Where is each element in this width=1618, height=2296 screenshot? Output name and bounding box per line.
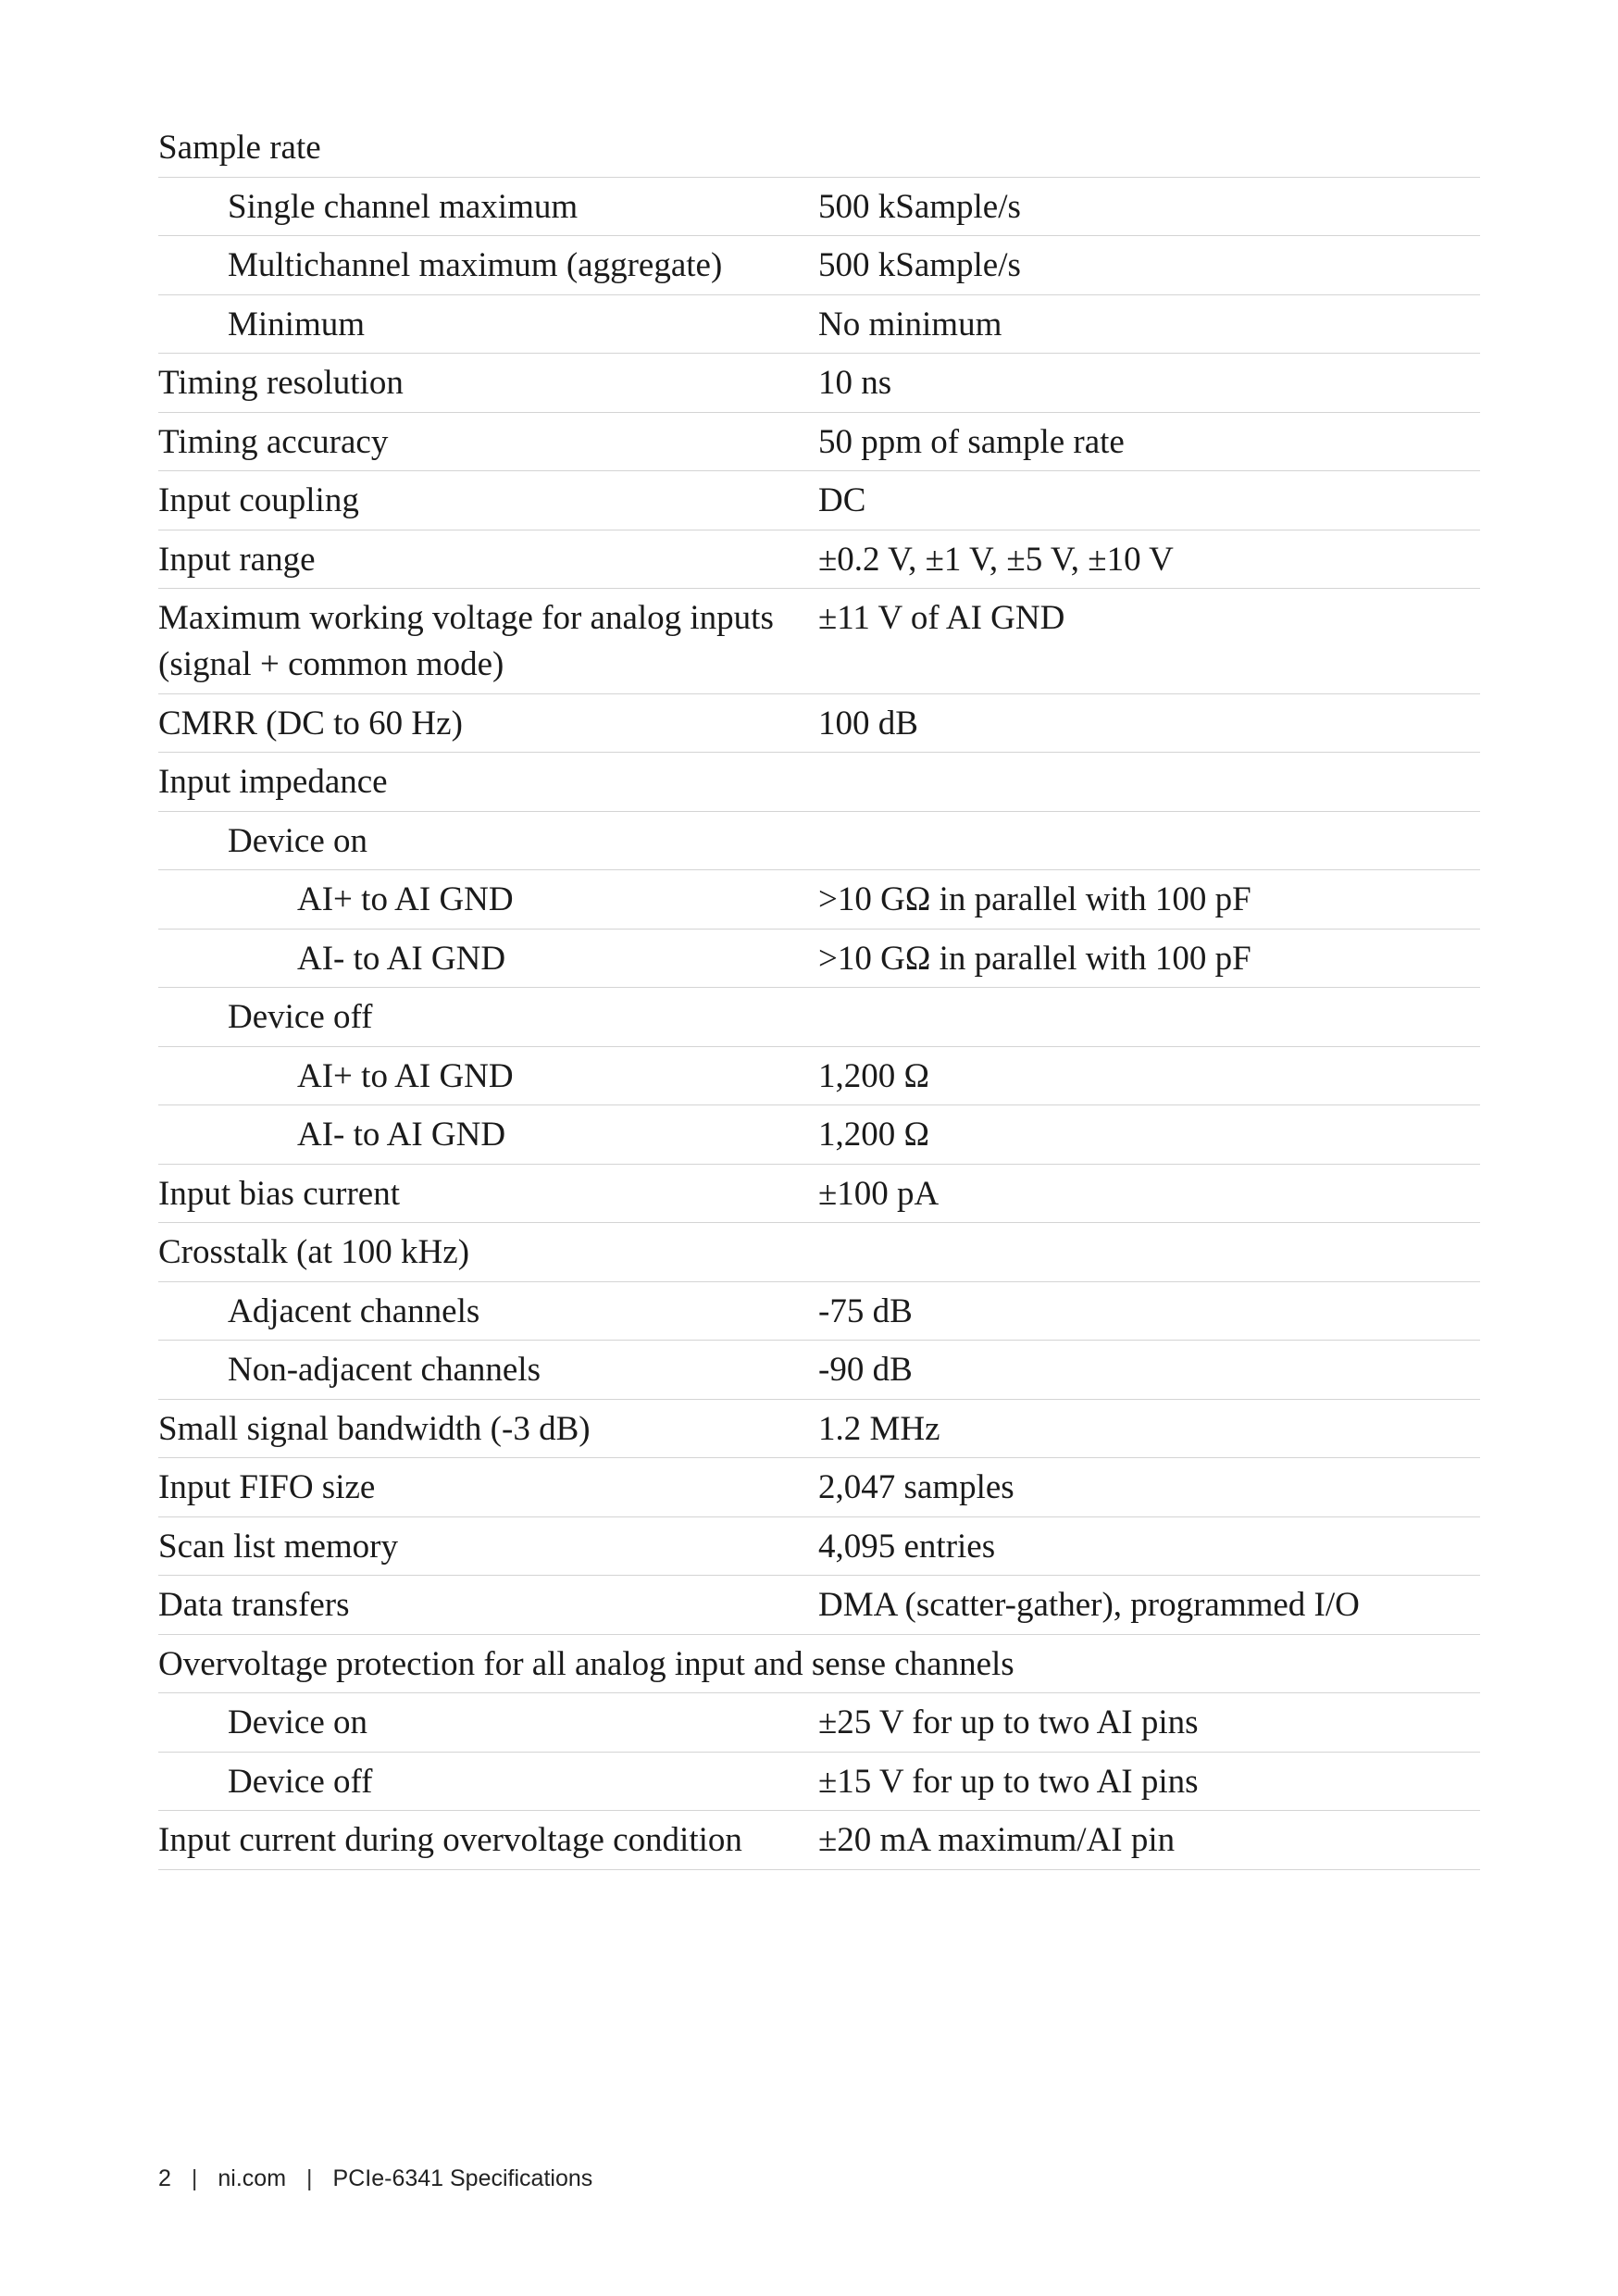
footer-separator: | [306, 2165, 313, 2191]
footer-site-link: ni.com [218, 2165, 287, 2191]
spec-label: Device on [228, 1703, 368, 1741]
spec-label: AI+ to AI GND [297, 880, 514, 918]
spec-label: Single channel maximum [228, 187, 579, 226]
spec-label: Input bias current [158, 1174, 400, 1213]
spec-row-overvoltage-device-off [158, 1753, 1480, 1812]
spec-row-device-off-ai-plus [158, 1047, 1480, 1106]
spec-row-device-on-ai-plus [158, 870, 1480, 930]
spec-row-impedance-device-on [158, 812, 1480, 871]
spec-label: Input FIFO size [158, 1468, 376, 1506]
spec-row-input-coupling [158, 471, 1480, 530]
spec-row-data-transfers [158, 1576, 1480, 1635]
spec-value: 100 dB [818, 704, 918, 742]
spec-label: Crosstalk (at 100 kHz) [158, 1233, 470, 1271]
spec-label: Input coupling [158, 481, 359, 519]
spec-row-device-on-ai-minus [158, 930, 1480, 989]
spec-row-input-range [158, 530, 1480, 590]
spec-value: 1,200 Ω [818, 1056, 929, 1095]
spec-row-scan-list-memory [158, 1517, 1480, 1577]
spec-row-small-signal-bandwidth [158, 1400, 1480, 1459]
spec-row-input-current-overvoltage [158, 1811, 1480, 1870]
spec-row-minimum [158, 295, 1480, 355]
spec-label: Timing accuracy [158, 422, 389, 461]
spec-row-maximum-working-voltage [158, 589, 1480, 694]
spec-value: 10 ns [818, 364, 892, 402]
spec-value: -90 dB [818, 1351, 913, 1389]
spec-row-multichannel-maximum [158, 236, 1480, 295]
spec-row-crosstalk [158, 1223, 1480, 1282]
page-number: 2 [158, 2165, 171, 2191]
spec-label: Scan list memory [158, 1527, 398, 1566]
spec-row-device-off-ai-minus [158, 1105, 1480, 1165]
spec-label: Overvoltage protection for all analog input and sense channels [158, 1644, 1014, 1683]
spec-label: Device off [228, 998, 373, 1036]
spec-row-single-channel-maximum [158, 178, 1480, 237]
spec-row-overvoltage-protection [158, 1635, 1480, 1694]
spec-label: AI- to AI GND [297, 1116, 506, 1154]
spec-value: >10 GΩ in parallel with 100 pF [818, 939, 1251, 978]
spec-row-input-fifo-size [158, 1458, 1480, 1517]
spec-label: Maximum working voltage for analog inputs (signal + common mode) [158, 599, 774, 683]
spec-value: 500 kSample/s [818, 187, 1021, 226]
spec-label: Input current during overvoltage condition [158, 1821, 742, 1859]
spec-label: Multichannel maximum (aggregate) [228, 246, 723, 284]
spec-label: Small signal bandwidth (-3 dB) [158, 1409, 591, 1448]
spec-label: Timing resolution [158, 364, 404, 402]
spec-value: ±25 V for up to two AI pins [818, 1703, 1199, 1741]
spec-row-timing-accuracy [158, 413, 1480, 472]
spec-label: Data transfers [158, 1586, 350, 1624]
footer-document-title: PCIe-6341 Specifications [332, 2165, 593, 2191]
spec-label: Device on [228, 821, 368, 860]
spec-row-input-impedance [158, 753, 1480, 812]
spec-row-non-adjacent-channels [158, 1341, 1480, 1400]
spec-label: Non-adjacent channels [228, 1351, 541, 1389]
spec-value: -75 dB [818, 1292, 913, 1330]
spec-row-cmrr [158, 694, 1480, 754]
spec-value: DMA (scatter-gather), programmed I/O [818, 1586, 1360, 1624]
spec-label: AI+ to AI GND [297, 1056, 514, 1095]
spec-label: Device off [228, 1762, 373, 1801]
spec-row-impedance-device-off [158, 988, 1480, 1047]
spec-row-overvoltage-device-on [158, 1693, 1480, 1753]
spec-value: ±15 V for up to two AI pins [818, 1762, 1199, 1801]
spec-value: DC [818, 481, 866, 519]
spec-value: ±100 pA [818, 1174, 940, 1213]
spec-value: 4,095 entries [818, 1527, 996, 1566]
spec-value: ±20 mA maximum/AI pin [818, 1821, 1176, 1859]
spec-value: >10 GΩ in parallel with 100 pF [818, 880, 1251, 918]
spec-value: 50 ppm of sample rate [818, 422, 1125, 461]
spec-row-input-bias-current [158, 1165, 1480, 1224]
spec-row-timing-resolution [158, 354, 1480, 413]
spec-label: Sample rate [158, 129, 321, 167]
spec-row-adjacent-channels [158, 1282, 1480, 1341]
spec-value: No minimum [818, 305, 1002, 343]
spec-label: AI- to AI GND [297, 939, 506, 978]
spec-value: 1.2 MHz [818, 1409, 940, 1448]
spec-label: Input impedance [158, 763, 388, 801]
spec-value: 2,047 samples [818, 1468, 1014, 1506]
footer-separator: | [191, 2165, 198, 2191]
spec-value: 1,200 Ω [818, 1116, 929, 1154]
spec-value: 500 kSample/s [818, 246, 1021, 284]
spec-label: Minimum [228, 305, 366, 343]
spec-label: Input range [158, 540, 316, 579]
spec-value: ±0.2 V, ±1 V, ±5 V, ±10 V [818, 540, 1174, 579]
spec-label: Adjacent channels [228, 1292, 480, 1330]
spec-label: CMRR (DC to 60 Hz) [158, 704, 463, 742]
spec-value: ±11 V of AI GND [818, 599, 1065, 637]
page-footer [158, 2163, 592, 2194]
spec-table [158, 119, 1480, 1870]
spec-row-sample-rate [158, 119, 1480, 178]
